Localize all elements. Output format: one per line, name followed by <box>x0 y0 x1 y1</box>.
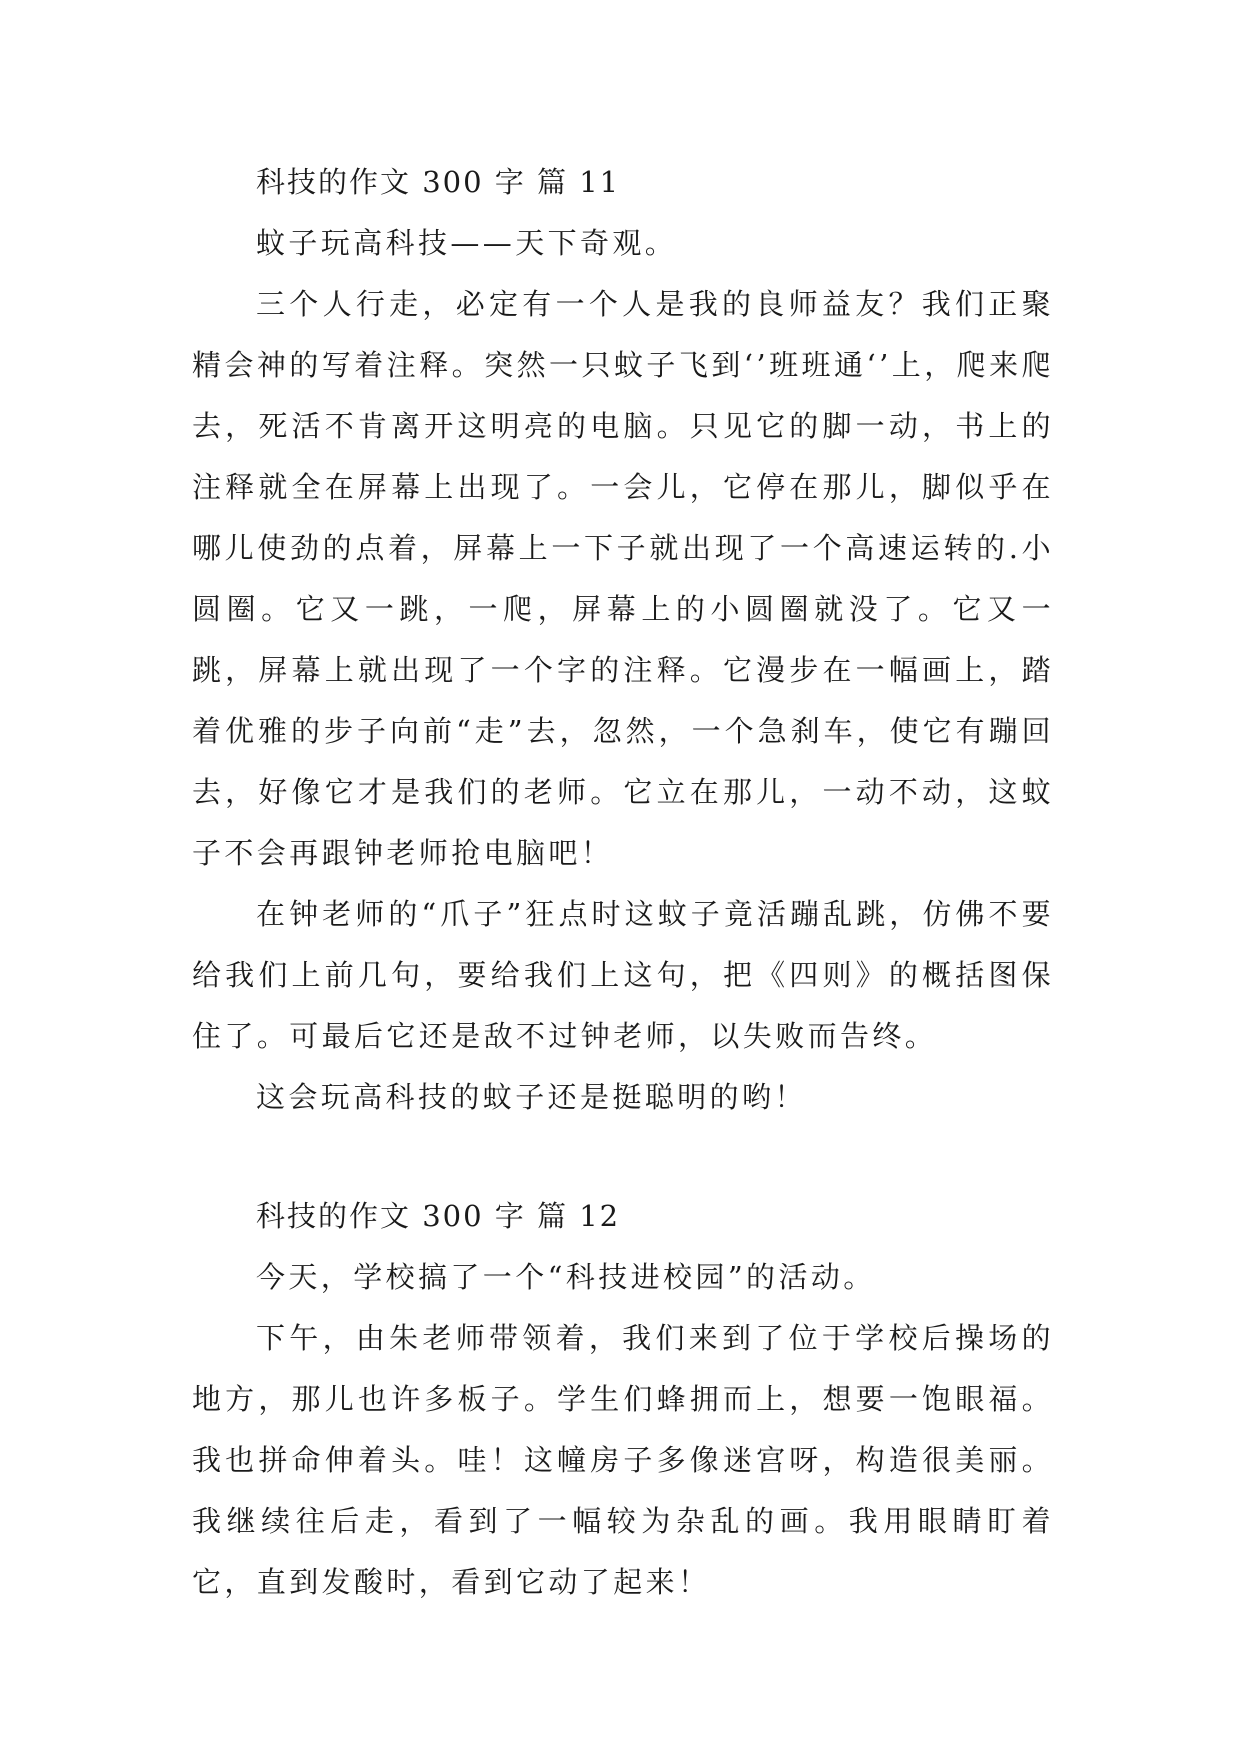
essay-title: 科技的作文 300 字 篇 12 <box>256 1199 621 1233</box>
essay-section-11 <box>192 152 1054 1128</box>
essay-paragraph: 蚊子玩高科技——天下奇观。 <box>256 226 678 260</box>
document-page <box>192 152 1054 1613</box>
essay-paragraph: 三个人行走，必定有一个人是我的良师益友？我们正聚精会神的写着注释。突然一只蚊子飞到‘’班班通‘’上，爬来爬去，死活不肯离开这明亮的电脑。只见它的脚一动，书上的注释就全在屏幕上出现了。一会儿，它停在那儿，脚似乎在哪儿使劲的点着，屏幕上一下子就出现了一个高速运转的.小圆圈。它又一跳，一爬，屏幕上的小圆圈就没了。它又一跳，屏幕上就出现了一个字的注释。它漫步在一幅画上，踏着优雅的步子向前“走”去，忽然，一个急刹车，使它有蹦回去，好像它才是我们的老师。它立在那儿，一动不动，这蚊子不会再跟钟老师抢电脑吧！ <box>192 287 1054 870</box>
essay-paragraph: 今天，学校搞了一个“科技进校园”的活动。 <box>256 1260 876 1294</box>
essay-section-12 <box>192 1186 1054 1613</box>
essay-paragraph: 在钟老师的“爪子”狂点时这蚊子竟活蹦乱跳，仿佛不要给我们上前几句，要给我们上这句，把《四则》的概括图保住了。可最后它还是敌不过钟老师，以失败而告终。 <box>192 897 1054 1053</box>
essay-paragraph: 这会玩高科技的蚊子还是挺聪明的哟！ <box>256 1080 807 1114</box>
essay-title: 科技的作文 300 字 篇 11 <box>256 165 621 199</box>
essay-paragraph: 下午，由朱老师带领着，我们来到了位于学校后操场的地方，那儿也许多板子。学生们蜂拥而上，想要一饱眼福。我也拼命伸着头。哇！这幢房子多像迷宫呀，构造很美丽。我继续往后走，看到了一幅较为杂乱的画。我用眼睛盯着它，直到发酸时，看到它动了起来！ <box>192 1321 1054 1599</box>
